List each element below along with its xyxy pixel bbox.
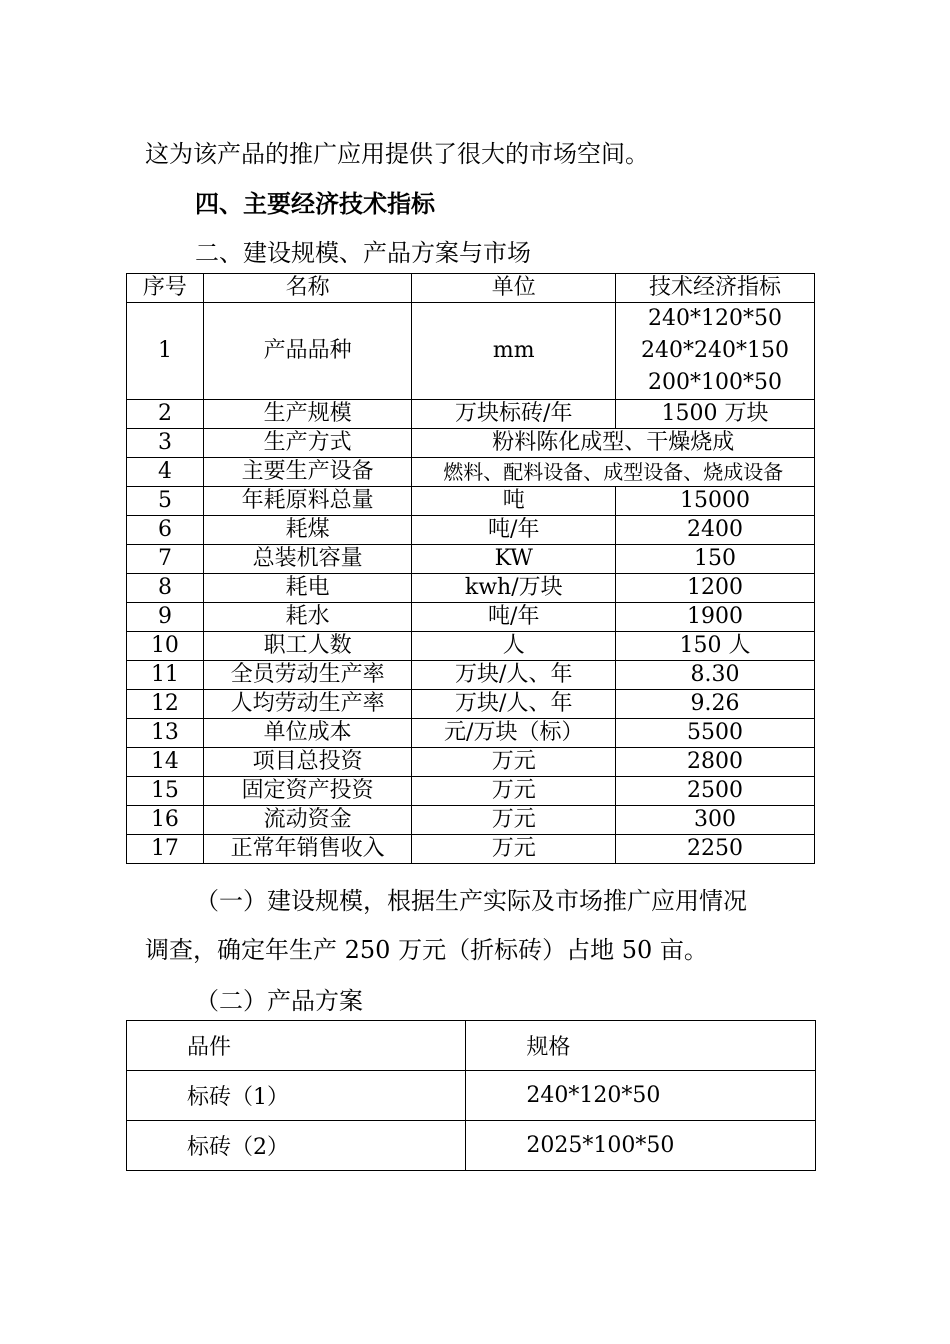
row-value-list <box>616 303 815 400</box>
table-row <box>127 516 815 545</box>
row-name: 主要生产设备 <box>203 458 412 487</box>
row-name: 生产规模 <box>203 400 412 429</box>
header-no: 序号 <box>127 274 204 303</box>
row-unit: KW <box>412 545 616 574</box>
section-heading-indicators: 四、主要经济技术指标 <box>195 189 435 218</box>
row-unit: 万块标砖/年 <box>412 400 616 429</box>
row-merged-value: 粉料陈化成型、干燥烧成 <box>412 429 815 458</box>
table-row <box>127 690 815 719</box>
row-value: 5500 <box>616 719 815 748</box>
product-header-row <box>127 1021 816 1071</box>
row-unit: 吨/年 <box>412 603 616 632</box>
row-unit: 吨 <box>412 487 616 516</box>
row-value: 2400 <box>616 516 815 545</box>
row-merged-value: 燃料、配料设备、成型设备、烧成设备 <box>412 458 815 487</box>
row-value: 150 <box>616 545 815 574</box>
row-unit: 万元 <box>412 748 616 777</box>
row-no: 15 <box>127 777 204 806</box>
row-value: 240*120*50 <box>648 306 783 331</box>
row-value: 2250 <box>616 835 815 864</box>
row-no: 16 <box>127 806 204 835</box>
row-value: 300 <box>616 806 815 835</box>
row-no: 12 <box>127 690 204 719</box>
header-name: 名称 <box>203 274 412 303</box>
row-name: 人均劳动生产率 <box>203 690 412 719</box>
indicators-table <box>126 273 815 864</box>
row-no: 10 <box>127 632 204 661</box>
row-no: 5 <box>127 487 204 516</box>
row-unit: 万元 <box>412 835 616 864</box>
row-no: 3 <box>127 429 204 458</box>
table-row <box>127 574 815 603</box>
paragraph-construction-scale-2: 调查，确定年生产 250 万元（折标砖）占地 50 亩。 <box>145 936 708 964</box>
product-plan-table <box>126 1020 816 1171</box>
header-item: 品件 <box>127 1021 466 1071</box>
table-row <box>127 632 815 661</box>
indicators-header-row <box>127 274 815 303</box>
row-value: 2800 <box>616 748 815 777</box>
row-value: 9.26 <box>616 690 815 719</box>
row-name: 产品品种 <box>203 303 412 400</box>
row-name: 流动资金 <box>203 806 412 835</box>
row-unit: 万元 <box>412 806 616 835</box>
product-spec: 240*120*50 <box>466 1071 816 1121</box>
row-name: 项目总投资 <box>203 748 412 777</box>
row-unit: 人 <box>412 632 616 661</box>
row-name: 年耗原料总量 <box>203 487 412 516</box>
row-name: 耗煤 <box>203 516 412 545</box>
row-value: 240*240*150 <box>641 338 790 363</box>
product-spec: 2025*100*50 <box>466 1121 816 1171</box>
row-no: 7 <box>127 545 204 574</box>
row-name: 正常年销售收入 <box>203 835 412 864</box>
row-unit: 吨/年 <box>412 516 616 545</box>
table-row <box>127 429 815 458</box>
table-row <box>127 603 815 632</box>
table-row <box>127 835 815 864</box>
row-value: 150 人 <box>616 632 815 661</box>
row-value: 1900 <box>616 603 815 632</box>
header-value: 技术经济指标 <box>616 274 815 303</box>
row-name: 单位成本 <box>203 719 412 748</box>
row-name: 总装机容量 <box>203 545 412 574</box>
table-row <box>127 806 815 835</box>
row-name: 耗电 <box>203 574 412 603</box>
row-value: 1500 万块 <box>616 400 815 429</box>
row-no: 8 <box>127 574 204 603</box>
row-name: 耗水 <box>203 603 412 632</box>
row-no: 17 <box>127 835 204 864</box>
row-unit: 万块/人、年 <box>412 661 616 690</box>
row-no: 13 <box>127 719 204 748</box>
table-row <box>127 303 815 400</box>
row-no: 6 <box>127 516 204 545</box>
table-row <box>127 487 815 516</box>
paragraph-market-space: 这为该产品的推广应用提供了很大的市场空间。 <box>145 140 649 168</box>
table-row <box>127 1071 816 1121</box>
row-name: 生产方式 <box>203 429 412 458</box>
row-name: 全员劳动生产率 <box>203 661 412 690</box>
row-no: 4 <box>127 458 204 487</box>
row-no: 11 <box>127 661 204 690</box>
table-row <box>127 748 815 777</box>
row-name: 固定资产投资 <box>203 777 412 806</box>
row-value: 15000 <box>616 487 815 516</box>
row-value: 200*100*50 <box>648 370 783 395</box>
row-no: 1 <box>127 303 204 400</box>
product-item: 标砖（1） <box>127 1071 466 1121</box>
product-item: 标砖（2） <box>127 1121 466 1171</box>
table-row <box>127 661 815 690</box>
header-spec: 规格 <box>466 1021 816 1071</box>
table-row <box>127 545 815 574</box>
section-heading-construction: 二、建设规模、产品方案与市场 <box>195 239 531 267</box>
paragraph-construction-scale-1: （一）建设规模，根据生产实际及市场推广应用情况 <box>195 887 747 915</box>
row-no: 2 <box>127 400 204 429</box>
header-unit: 单位 <box>412 274 616 303</box>
table-row <box>127 458 815 487</box>
row-unit: 万块/人、年 <box>412 690 616 719</box>
row-value: 2500 <box>616 777 815 806</box>
row-unit: 万元 <box>412 777 616 806</box>
table-row <box>127 1121 816 1171</box>
row-unit: kwh/万块 <box>412 574 616 603</box>
row-no: 14 <box>127 748 204 777</box>
row-value: 1200 <box>616 574 815 603</box>
table-row <box>127 400 815 429</box>
row-unit: 元/万块（标） <box>412 719 616 748</box>
row-no: 9 <box>127 603 204 632</box>
table-row <box>127 719 815 748</box>
row-name: 职工人数 <box>203 632 412 661</box>
row-value: 8.30 <box>616 661 815 690</box>
row-unit: mm <box>412 303 616 400</box>
table-row <box>127 777 815 806</box>
section-heading-product-plan: （二）产品方案 <box>195 987 363 1015</box>
